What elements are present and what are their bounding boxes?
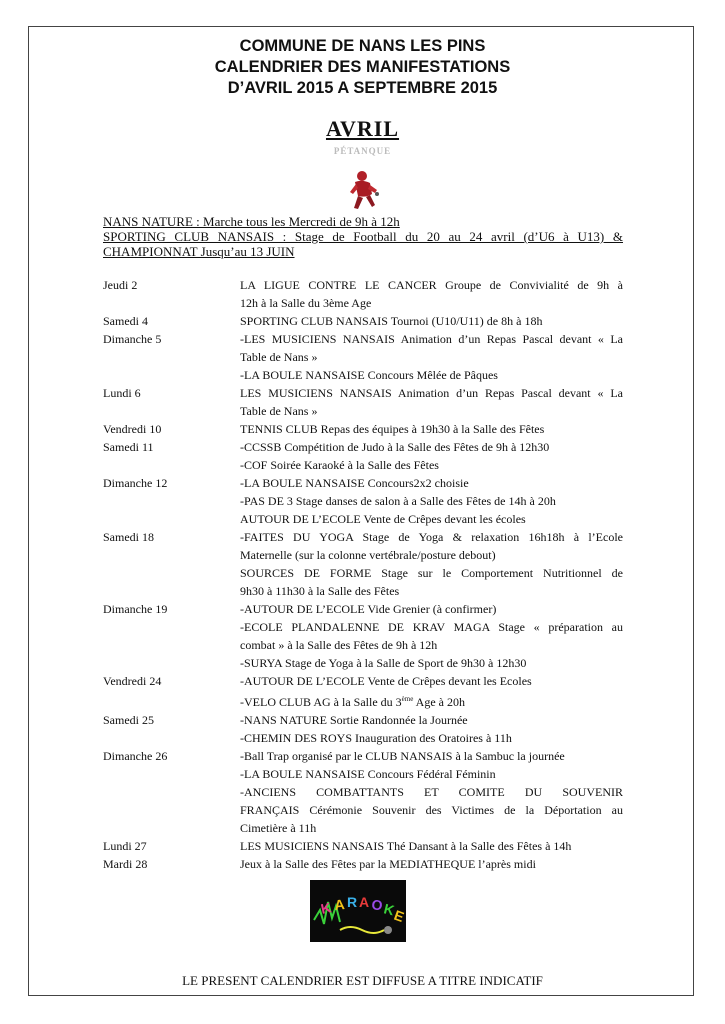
svg-text:K: K (382, 900, 396, 919)
event-row (103, 837, 623, 855)
event-description (240, 600, 623, 672)
event-line: Maternelle (sur la colonne vertébrale/posture debout) (240, 548, 496, 562)
event-description (240, 330, 623, 384)
event-description (240, 312, 623, 330)
svg-text:A: A (333, 896, 346, 913)
event-day: Dimanche 12 (103, 476, 168, 490)
footer-note: LE PRESENT CALENDRIER EST DIFFUSE A TITRE INDICATIF (182, 973, 543, 988)
intro-line-1: NANS NATURE : Marche tous les Mercredi de 9h à 12h (103, 214, 400, 229)
event-row (103, 330, 623, 384)
event-line: Jeux à la Salle des Fêtes par la MEDIATHEQUE l’après midi (240, 857, 536, 871)
event-row (103, 474, 623, 528)
event-description (240, 384, 623, 420)
event-line: -PAS DE 3 Stage danses de salon à a Salle des Fêtes de 14h à 20h (240, 494, 556, 508)
event-day: Lundi 27 (103, 839, 147, 853)
event-day: Samedi 11 (103, 440, 154, 454)
event-line: SPORTING CLUB NANSAIS Tournoi (U10/U11) de 8h à 18h (240, 314, 543, 328)
event-description (240, 474, 623, 528)
event-line: -LES MUSICIENS NANSAIS Animation d’un Repas Pascal devant « La (240, 332, 623, 346)
event-line: 9h30 à 11h30 à la Salle des Fêtes (240, 584, 400, 598)
event-line: -ANCIENS COMBATTANTS ET COMITE DU SOUVENIR (240, 785, 623, 799)
karaoke-image (310, 880, 406, 942)
event-line: -SURYA Stage de Yoga à la Salle de Sport de 9h30 à 12h30 (240, 656, 527, 670)
event-day: Mardi 28 (103, 857, 148, 871)
event-day: Dimanche 19 (103, 602, 168, 616)
event-line: TENNIS CLUB Repas des équipes à 19h30 à la Salle des Fêtes (240, 422, 545, 436)
event-description (240, 837, 623, 855)
event-line: -CCSSB Compétition de Judo à la Salle des Fêtes de 9h à 12h30 (240, 440, 550, 454)
event-description (240, 276, 623, 312)
event-description (240, 528, 623, 600)
event-description (240, 747, 623, 837)
petanque-player-image (346, 168, 380, 212)
event-line: Cimetière à 11h (240, 821, 317, 835)
event-description (240, 672, 623, 711)
event-row (103, 747, 623, 837)
event-row (103, 312, 623, 330)
event-line: 12h à la Salle du 3ème Age (240, 296, 372, 310)
event-day: Dimanche 5 (103, 332, 162, 346)
event-day: Samedi 4 (103, 314, 148, 328)
event-line: -FAITES DU YOGA Stage de Yoga & relaxation 16h18h à l’Ecole (240, 530, 623, 544)
event-line: -LA BOULE NANSAISE Concours Mêlée de Pâques (240, 368, 498, 382)
event-day: Vendredi 10 (103, 422, 162, 436)
event-row (103, 438, 623, 474)
svg-text:A: A (359, 894, 370, 910)
document-header (0, 36, 725, 99)
event-line: SOURCES DE FORME Stage sur le Comportement Nutritionnel de (240, 566, 623, 580)
event-line: LES MUSICIENS NANSAIS Thé Dansant à la Salle des Fêtes à 14h (240, 839, 572, 853)
intro-section (103, 214, 623, 259)
svg-text:E: E (391, 906, 406, 926)
event-row (103, 276, 623, 312)
event-description (240, 711, 623, 747)
event-row (103, 855, 623, 873)
header-line-3: D’AVRIL 2015 A SEPTEMBRE 2015 (227, 79, 498, 97)
event-line: -Ball Trap organisé par le CLUB NANSAIS à la Sambuc la journée (240, 749, 565, 763)
event-line: combat » à la Salle des Fêtes de 9h à 12h (240, 638, 438, 652)
event-day: Lundi 6 (103, 386, 141, 400)
event-line: -VELO CLUB AG à la Salle du 3ème Age à 20h (240, 695, 465, 709)
event-line: -LA BOULE NANSAISE Concours Fédéral Féminin (240, 767, 496, 781)
event-line: AUTOUR DE L’ECOLE Vente de Crêpes devant les écoles (240, 512, 526, 526)
event-line: LES MUSICIENS NANSAIS Animation d’un Repas Pascal devant « La (240, 386, 623, 400)
event-row (103, 384, 623, 420)
month-title: AVRIL (325, 116, 400, 141)
event-row (103, 600, 623, 672)
event-line: -AUTOUR DE L’ECOLE Vide Grenier (à confirmer) (240, 602, 497, 616)
event-line: Table de Nans » (240, 404, 318, 418)
intro-line-2: SPORTING CLUB NANSAIS : Stage de Football du 20 au 24 avril (d’U6 à U13) & (103, 229, 623, 244)
event-line: Table de Nans » (240, 350, 318, 364)
svg-text:K: K (319, 899, 333, 917)
svg-text:O: O (370, 896, 384, 914)
event-description (240, 438, 623, 474)
svg-text:R: R (347, 894, 358, 910)
petanque-label: PÉTANQUE (333, 146, 392, 156)
event-line: -COF Soirée Karaoké à la Salle des Fêtes (240, 458, 439, 472)
event-line: -AUTOUR DE L’ECOLE Vente de Crêpes devant les Ecoles (240, 674, 532, 688)
event-row (103, 711, 623, 747)
event-row (103, 420, 623, 438)
header-line-1: COMMUNE DE NANS LES PINS (239, 37, 486, 55)
event-day: Dimanche 26 (103, 749, 168, 763)
event-row (103, 672, 623, 711)
event-description (240, 420, 623, 438)
event-day: Vendredi 24 (103, 674, 162, 688)
event-day: Jeudi 2 (103, 278, 138, 292)
event-day: Samedi 18 (103, 530, 154, 544)
event-line: -ECOLE PLANDALENNE DE KRAV MAGA Stage « préparation au (240, 620, 623, 634)
header-line-2: CALENDRIER DES MANIFESTATIONS (214, 58, 511, 76)
event-day: Samedi 25 (103, 713, 154, 727)
event-line: -LA BOULE NANSAISE Concours2x2 choisie (240, 476, 469, 490)
event-row (103, 528, 623, 600)
events-list (103, 276, 623, 873)
intro-line-3: CHAMPIONNAT Jusqu’au 13 JUIN (103, 244, 295, 259)
event-line: LA LIGUE CONTRE LE CANCER Groupe de Convivialité de 9h à (240, 278, 623, 292)
event-line: FRANÇAIS Cérémonie Souvenir des Victimes de la Déportation au (240, 803, 623, 817)
event-line: -NANS NATURE Sortie Randonnée la Journée (240, 713, 468, 727)
event-line: -CHEMIN DES ROYS Inauguration des Oratoires à 11h (240, 731, 512, 745)
event-description (240, 855, 623, 873)
